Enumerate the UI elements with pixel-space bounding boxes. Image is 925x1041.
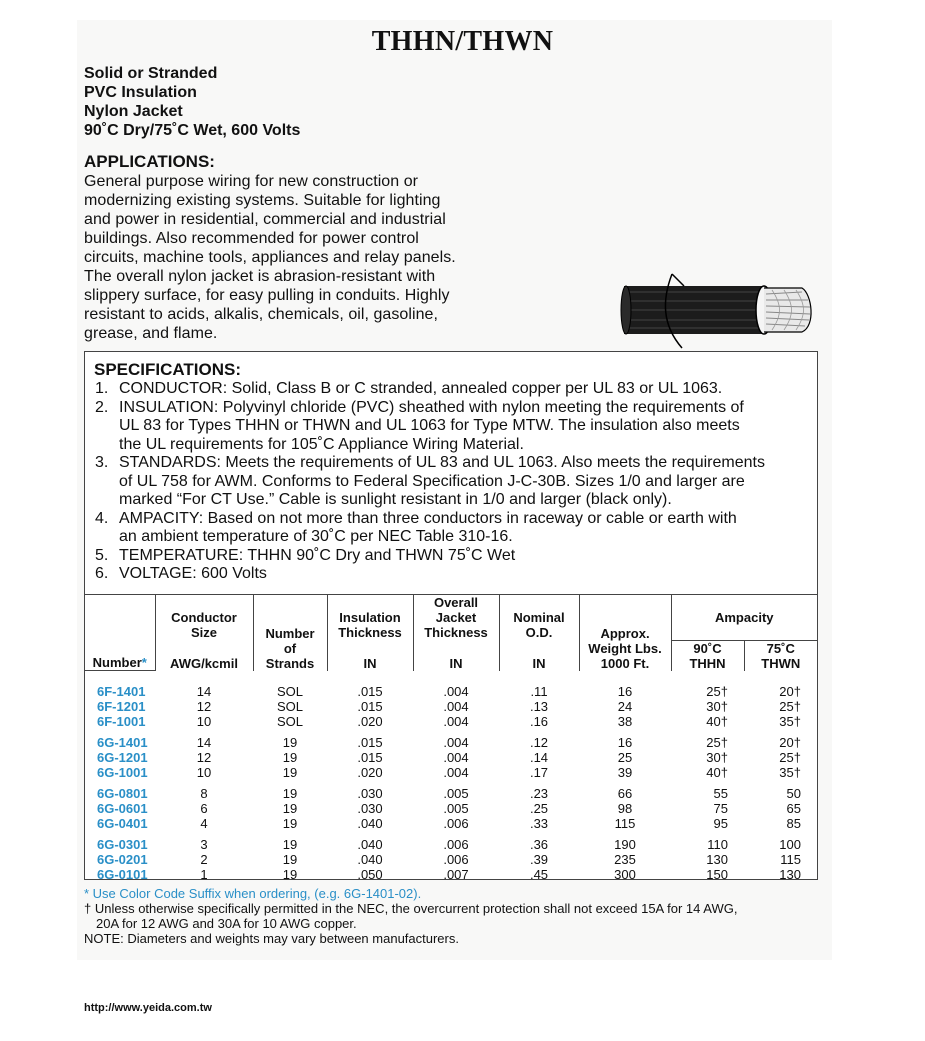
cell-strands: 19 (282, 816, 298, 831)
header-insulation-thickness: Insulation Thickness (327, 595, 413, 641)
cell-od: .33 (529, 816, 549, 831)
cell-thhn-ampacity: 150 (706, 867, 728, 882)
cell-conductor-size: 2 (200, 852, 208, 867)
cell-strands: 19 (282, 750, 298, 765)
cell-strands: 19 (282, 765, 298, 780)
cell-strands: 19 (282, 867, 298, 882)
cell-conductor-size: 12 (196, 699, 212, 714)
cell-conductor-size: 10 (196, 765, 212, 780)
applications-heading: APPLICATIONS: (84, 152, 215, 171)
spec-item (95, 399, 807, 455)
applications-line: The overall nylon jacket is abrasion-resistant with (84, 268, 436, 285)
cell-strands: 19 (282, 852, 298, 867)
cell-thhn-ampacity: 30† (706, 750, 728, 765)
cell-weight: 16 (617, 683, 633, 699)
cell-jacket: .004 (443, 750, 469, 765)
feature-list (84, 64, 300, 140)
cell-part-number: 6G-0801 (97, 786, 148, 801)
header-jacket-unit: IN (413, 640, 499, 671)
stranded-wire-icon (612, 270, 822, 350)
table-row (85, 867, 817, 882)
cell-conductor-size: 3 (200, 837, 208, 852)
spec-line: CONDUCTOR: Solid, Class B or C stranded, annealed copper per UL 83 or UL 1063. (119, 380, 723, 397)
spec-line: UL 83 for Types THHN or THWN and UL 1063 for Type MTW. The insulation also meets (119, 417, 740, 434)
cell-insulation: .030 (357, 801, 383, 816)
cell-thwn-ampacity: 25† (779, 750, 801, 765)
header-thhn: 90˚C THHN (671, 640, 744, 671)
cell-part-number: 6F-1001 (97, 714, 146, 729)
page-title: THHN/THWN (371, 26, 554, 57)
cell-thwn-ampacity: 20† (779, 735, 801, 750)
spec-number: 2. (95, 398, 109, 416)
cell-od: .25 (529, 801, 549, 816)
cell-strands: SOL (276, 714, 303, 729)
header-number-of-strands: Number of Strands (253, 595, 327, 671)
spec-line: of UL 758 for AWM. Conforms to Federal Specification J-C-30B. Sizes 1/0 and larger are (119, 472, 745, 490)
cell-thwn-ampacity: 25† (779, 699, 801, 714)
header-od-unit: IN (499, 640, 579, 671)
cell-strands: 19 (282, 786, 298, 801)
applications-line: circuits, machine tools, appliances and relay panels. (84, 249, 456, 266)
applications-line: slippery surface, for easy pulling in conduits. Highly (84, 287, 450, 304)
cell-od: .13 (529, 699, 549, 714)
spec-number: 5. (95, 546, 109, 564)
website-url: http://www.yeida.com.tw (84, 1002, 212, 1014)
cell-strands: SOL (276, 683, 303, 699)
cell-part-number: 6G-0601 (97, 801, 148, 816)
spec-number: 6. (95, 565, 109, 582)
cell-thwn-ampacity: 100 (779, 837, 801, 852)
cell-part-number: 6G-0401 (97, 816, 148, 831)
header-number: Number* (85, 640, 155, 671)
cell-jacket: .006 (443, 852, 469, 867)
cell-od: .23 (529, 786, 549, 801)
cell-part-number: 6G-0101 (97, 867, 148, 882)
cell-strands: 19 (282, 801, 298, 816)
spec-line: INSULATION: Polyvinyl chloride (PVC) sheathed with nylon meeting the requirements of (119, 398, 744, 416)
cell-jacket: .005 (443, 801, 469, 816)
specifications-heading: SPECIFICATIONS: (94, 360, 242, 379)
cell-part-number: 6F-1201 (97, 699, 146, 714)
header-number-top (85, 595, 155, 641)
cell-conductor-size: 14 (196, 683, 212, 699)
header-conductor-unit: AWG/kcmil (155, 640, 253, 671)
cell-part-number: 6G-0201 (97, 852, 148, 867)
specifications-list (95, 380, 807, 584)
spec-item (95, 565, 807, 584)
cell-insulation: .015 (357, 750, 383, 765)
table-row (85, 671, 817, 700)
cell-thhn-ampacity: 25† (706, 683, 728, 699)
cell-thhn-ampacity: 110 (707, 837, 728, 852)
feature-item: Solid or Stranded (84, 65, 218, 82)
header-thwn: 75˚C THWN (744, 640, 817, 671)
cell-weight: 98 (617, 801, 633, 816)
table-row (85, 714, 817, 729)
cell-thhn-ampacity: 95 (713, 816, 728, 831)
applications-line: resistant to acids, alkalis, chemicals, oil, gasoline, (84, 306, 438, 323)
cell-jacket: .004 (443, 714, 469, 729)
table-body (85, 671, 817, 889)
table-row (85, 780, 817, 801)
header-conductor-size: Conductor Size (155, 595, 253, 641)
spec-line: TEMPERATURE: THHN 90˚C Dry and THWN 75˚C Wet (119, 546, 516, 564)
table-row (85, 831, 817, 852)
applications-line: buildings. Also recommended for power control (84, 230, 419, 247)
table-row (85, 750, 817, 765)
cell-part-number: 6F-1401 (97, 684, 146, 699)
header-insulation-unit: IN (327, 640, 413, 671)
cell-od: .39 (529, 852, 549, 867)
cell-weight: 24 (617, 699, 633, 714)
specifications-box (84, 351, 818, 880)
spec-item (95, 380, 807, 399)
cell-weight: 115 (614, 816, 636, 831)
spec-number: 1. (95, 380, 109, 397)
cell-insulation: .040 (357, 837, 383, 852)
cell-thwn-ampacity: 50 (786, 786, 801, 801)
spec-number: 3. (95, 454, 109, 471)
table-row (85, 699, 817, 714)
header-approx-weight: Approx. Weight Lbs. 1000 Ft. (579, 595, 671, 671)
cell-conductor-size: 1 (200, 867, 208, 882)
cell-conductor-size: 14 (196, 735, 212, 750)
header-jacket-thickness: Overall Jacket Thickness (413, 595, 499, 641)
dagger-note: † Unless otherwise specifically permitted in the NEC, the overcurrent protection shall not exceed 15A for 14 AWG, (84, 901, 738, 916)
cell-weight: 39 (617, 765, 633, 780)
cell-insulation: .020 (357, 714, 383, 729)
cell-jacket: .007 (443, 867, 469, 882)
cell-part-number: 6G-0301 (97, 837, 148, 852)
cell-thhn-ampacity: 40† (706, 714, 728, 729)
cell-weight: 38 (617, 714, 633, 729)
spec-line: STANDARDS: Meets the requirements of UL 83 and UL 1063. Also meets the requirements (119, 454, 765, 471)
applications-line: General purpose wiring for new construction or (84, 173, 419, 190)
applications-line: and power in residential, commercial and industrial (84, 211, 446, 228)
cell-thwn-ampacity: 85 (786, 816, 801, 831)
spec-item (95, 547, 807, 566)
table-row (85, 729, 817, 750)
cell-thhn-ampacity: 30† (706, 699, 728, 714)
cell-insulation: .050 (357, 867, 383, 882)
footnotes (84, 886, 737, 946)
dagger-note-continued: 20A for 12 AWG and 30A for 10 AWG copper. (96, 916, 357, 931)
cell-insulation: .040 (357, 852, 383, 867)
cell-conductor-size: 12 (196, 750, 212, 765)
cell-thwn-ampacity: 35† (779, 714, 801, 729)
cell-od: .12 (529, 735, 549, 750)
cell-jacket: .004 (443, 699, 469, 714)
table-row (85, 852, 817, 867)
cell-insulation: .020 (357, 765, 383, 780)
cell-od: .14 (529, 750, 549, 765)
cell-part-number: 6G-1001 (97, 765, 148, 780)
spec-line: VOLTAGE: 600 Volts (119, 565, 267, 582)
cell-insulation: .040 (357, 816, 383, 831)
color-code-note: * Use Color Code Suffix when ordering, (e.g. 6G-1401-02). (84, 886, 422, 901)
cell-conductor-size: 8 (200, 786, 208, 801)
spec-item (95, 510, 807, 547)
cell-od: .45 (529, 867, 549, 882)
cell-insulation: .015 (357, 735, 383, 750)
cell-od: .11 (530, 683, 548, 699)
cell-thwn-ampacity: 130 (779, 867, 801, 882)
cell-conductor-size: 10 (196, 714, 212, 729)
table-row (85, 801, 817, 816)
table-row (85, 816, 817, 831)
cell-thhn-ampacity: 55 (713, 786, 728, 801)
spec-number: 4. (95, 509, 109, 527)
cell-insulation: .015 (357, 699, 383, 714)
applications-text (84, 172, 484, 343)
cell-strands: 19 (282, 735, 298, 750)
cell-conductor-size: 4 (200, 816, 208, 831)
cell-thhn-ampacity: 75 (713, 801, 728, 816)
cell-weight: 235 (614, 852, 636, 867)
cell-weight: 300 (614, 867, 636, 882)
cell-weight: 16 (617, 735, 633, 750)
feature-item: Nylon Jacket (84, 103, 183, 120)
cell-thhn-ampacity: 130 (706, 852, 728, 867)
header-nominal-od: Nominal O.D. (499, 595, 579, 641)
cell-strands: SOL (276, 699, 303, 714)
table-row (85, 765, 817, 780)
cell-od: .16 (529, 714, 549, 729)
cell-insulation: .015 (357, 683, 383, 699)
cell-jacket: .004 (443, 735, 469, 750)
cell-weight: 66 (617, 786, 633, 801)
cell-weight: 190 (614, 837, 636, 852)
cell-conductor-size: 6 (200, 801, 208, 816)
spec-line: the UL requirements for 105˚C Appliance Wiring Material. (119, 435, 524, 453)
cell-jacket: .005 (443, 786, 469, 801)
spec-item (95, 454, 807, 510)
cell-jacket: .006 (443, 837, 469, 852)
cell-od: .17 (529, 765, 549, 780)
feature-item: PVC Insulation (84, 84, 197, 101)
product-data-table (85, 594, 817, 888)
diameters-note: NOTE: Diameters and weights may vary between manufacturers. (84, 931, 459, 946)
spec-line: an ambient temperature of 30˚C per NEC Table 310-16. (119, 528, 513, 545)
cell-jacket: .006 (443, 816, 469, 831)
cell-od: .36 (529, 837, 549, 852)
cell-thwn-ampacity: 115 (780, 852, 801, 867)
cell-thhn-ampacity: 40† (706, 765, 728, 780)
cell-jacket: .004 (443, 683, 469, 699)
spec-line: marked “For CT Use.” Cable is sunlight resistant in 1/0 and larger (black only). (119, 491, 672, 508)
spec-line: AMPACITY: Based on not more than three conductors in raceway or cable or earth with (119, 509, 737, 527)
cell-jacket: .004 (443, 765, 469, 780)
applications-line: grease, and flame. (84, 325, 218, 342)
applications-line: modernizing existing systems. Suitable for lighting (84, 192, 441, 209)
cell-thwn-ampacity: 35† (779, 765, 801, 780)
cell-weight: 25 (617, 750, 633, 765)
cell-strands: 19 (282, 837, 298, 852)
cell-part-number: 6G-1201 (97, 750, 148, 765)
cell-thwn-ampacity: 20† (779, 683, 801, 699)
feature-item: 90˚C Dry/75˚C Wet, 600 Volts (84, 122, 301, 139)
header-ampacity: Ampacity (671, 595, 817, 641)
cell-thwn-ampacity: 65 (786, 801, 801, 816)
cell-part-number: 6G-1401 (97, 735, 148, 750)
cell-thhn-ampacity: 25† (706, 735, 728, 750)
cell-insulation: .030 (357, 786, 383, 801)
